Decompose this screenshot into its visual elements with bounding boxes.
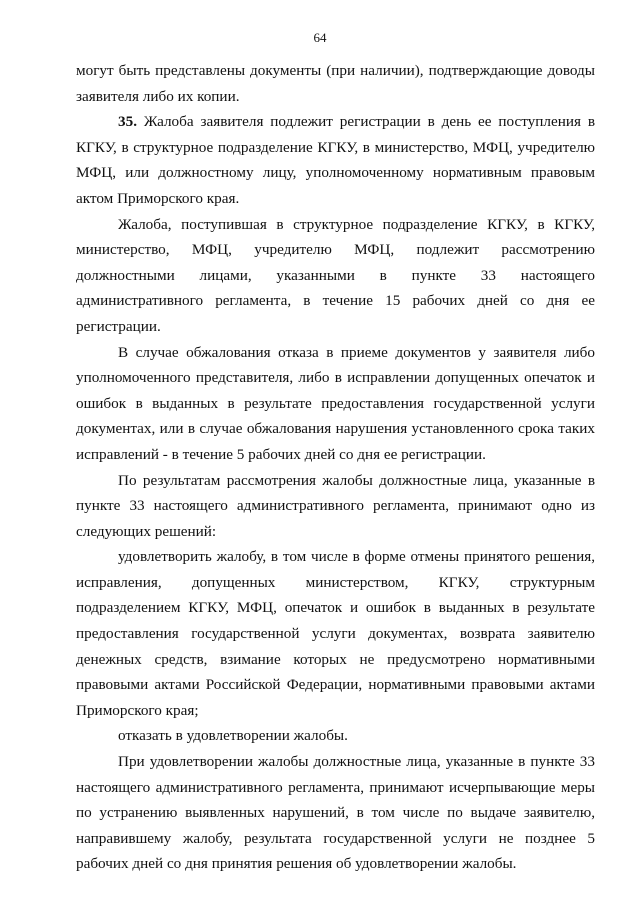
paragraph-satisfaction-measures: При удовлетворении жалобы должностные лица, указанные в пункте 33 настоящего административного регламента, принимают исчерпывающие меры по устранению выявленных нарушений, в том числе по выдаче заявителю, направившему жалобу, результата государственной услуги не позднее 5 рабочих дней со дня принятия решения об удовлетворении жалобы. (76, 753, 595, 873)
document-body (76, 58, 595, 877)
paragraph-decision-satisfy: удовлетворить жалобу, в том числе в форме отмены принятого решения, исправления, допущенных министерством, КГКУ, структурным подразделением КГКУ, МФЦ, опечаток и ошибок в выданных в результате предоставления государственной услуги документах, возврата заявителю денежных средств, взимание которых не предусмотрено нормативными правовыми актами Российской Федерации, нормативными правовыми актами Приморского края; (76, 548, 595, 719)
paragraph-continuation: могут быть представлены документы (при наличии), подтверждающие доводы заявителя либо их копии. (76, 62, 595, 105)
page-number: 64 (313, 30, 327, 45)
paragraph-refusal-appeal: В случае обжалования отказа в приеме документов у заявителя либо уполномоченного представителя, либо в исправлении допущенных опечаток и ошибок в выданных в результате предоставления государственной услуги документах, или в случае обжалования нарушения установленного срока таких исправлений - в течение 5 рабочих дней со дня ее регистрации. (76, 343, 595, 463)
paragraph-review-period: Жалоба, поступившая в структурное подразделение КГКУ, в КГКУ, министерство, МФЦ, учредителю МФЦ, подлежит рассмотрению должностными лицами, указанными в пункте 33 настоящего административного регламента, в течение 15 рабочих дней со дня ее регистрации. (76, 215, 595, 335)
paragraph-decision-refuse: отказать в удовлетворении жалобы. (118, 727, 348, 745)
item-number: 35. (118, 113, 137, 131)
paragraph-decisions-intro: По результатам рассмотрения жалобы должностные лица, указанные в пункте 33 настоящего административного регламента, принимают одно из следующих решений: (76, 471, 595, 540)
paragraph-item-35 (76, 109, 595, 211)
paragraph-text: Жалоба заявителя подлежит регистрации в день ее поступления в КГКУ, в структурное подразделение КГКУ, в министерство, МФЦ, учредителю МФЦ, или должностному лицу, уполномоченному нормативным правовым актом Приморского края. (76, 113, 595, 207)
